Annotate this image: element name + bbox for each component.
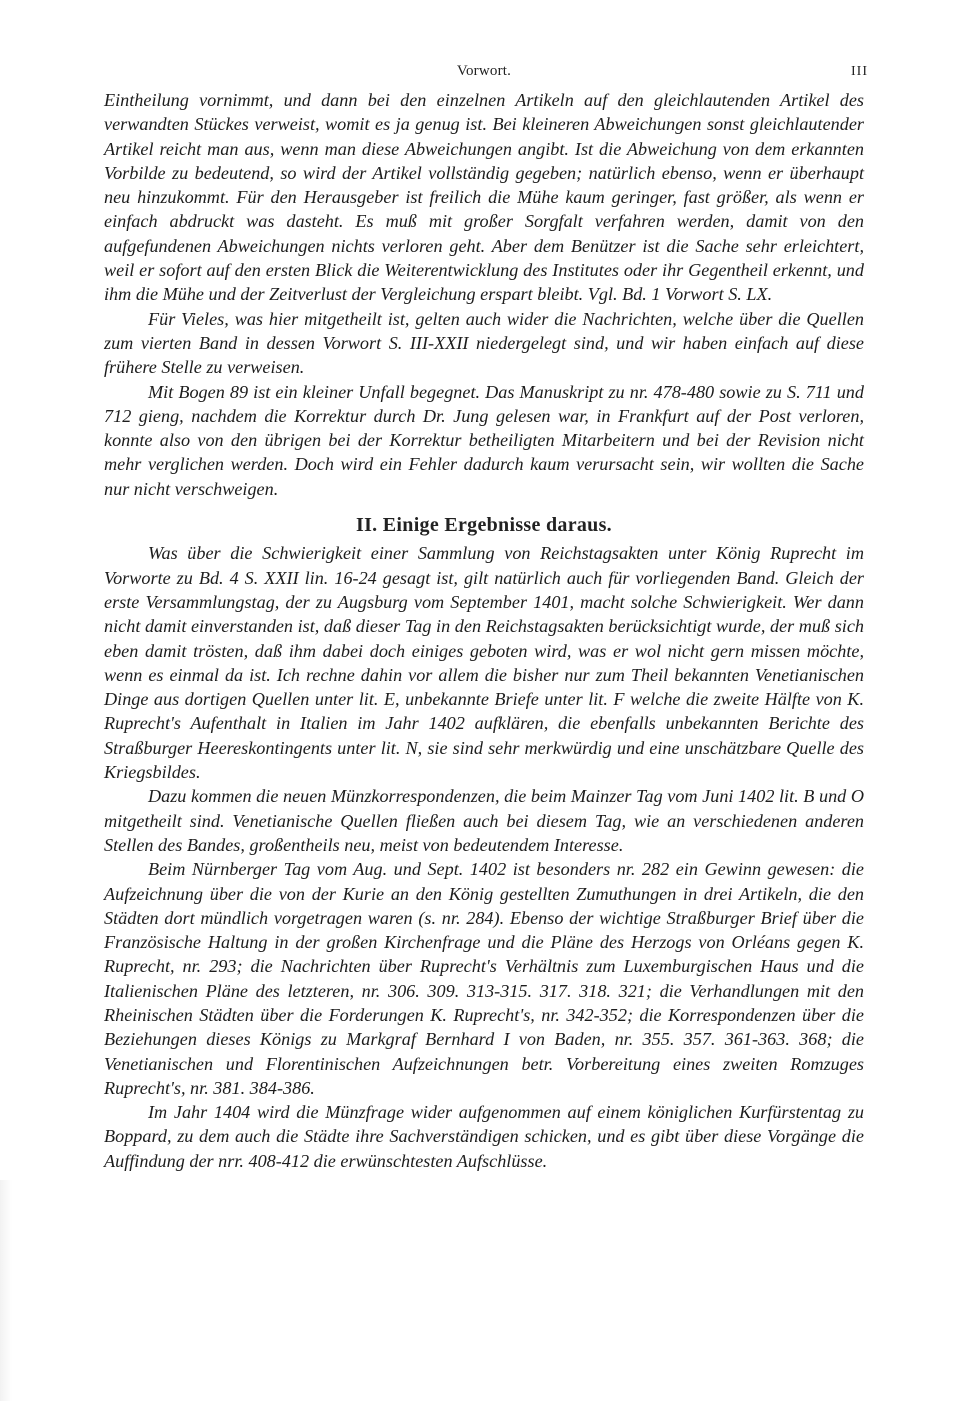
paragraph: Eintheilung vornimmt, und dann bei den einzelnen Artikeln auf den gleichlautenden Artikel des verwandten Stückes verweist, womit es ja genug ist. Bei kleineren Abweichungen sonst gleichlautender Artikel reicht man aus, wenn man diese Abweichungen angibt. Ist die Abweichung von dem erkannten Vorbilde zu bedeutend, so wird der Artikel vollständig gegeben; natürlich ebenso, wenn er überhaupt neu hinzukommt. Für den Herausgeber ist freilich die Mühe kaum geringer, fast größer, als wenn er einfach abdruckt was dasteht. Es muß mit großer Sorgfalt verfahren werden, damit von den aufgefundenen Abweichungen nichts verloren geht. Aber dem Benützer ist die Sache sehr erleichtert, weil er sofort auf den ersten Blick die Weiterentwicklung des Institutes oder ihr Gegentheil erkennt, und ihm die Mühe und der Zeitverlust der Vergleichung erspart bleibt. Vgl. Bd. 1 Vorwort S. LX. [104,90,864,305]
section-ergebnisse [104,541,864,1173]
paragraph: Mit Bogen 89 ist ein kleiner Unfall begegnet. Das Manuskript zu nr. 478-480 sowie zu S. 711 und 712 gieng, nachdem die Korrektur durch Dr. Jung gelesen war, in Frankfurt auf der Post verloren, konnte also von den übrigen bei der Korrektur betheiligten Mitarbeitern und bei der Revision nicht mehr verglichen werden. Doch wird ein Fehler dadurch kaum verursacht sein, wir wollten die Sache nur nicht verschweigen. [104,381,864,499]
paragraph: Im Jahr 1404 wird die Münzfrage wider aufgenommen auf einem königlichen Kurfürstentag zu Boppard, zu dem auch die Städte ihre Sachverständigen schicken, und es gibt über diese Vorgänge die Auffindung der nrr. 408-412 die erwünschtesten Aufschlüsse. [104,1102,864,1171]
page-edge-shadow [0,1180,12,1401]
body-text [104,88,864,1173]
paragraph: Für Vieles, was hier mitgetheilt ist, gelten auch wider die Nachrichten, welche über die Quellen zum vierten Band in dessen Vorwort S. III-XXII niedergelegt sind, und wir haben einfach auf diese frühere Stelle zu verweisen. [104,308,864,378]
paragraph: Was über die Schwierigkeit einer Sammlung von Reichstagsakten unter König Ruprecht im Vorworte zu Bd. 4 S. XXII lin. 16-24 gesagt ist, gilt natürlich auch für vorliegenden Band. Gleich der erste Versammlungstag, der zu Augsburg vom September 1401, macht solche Schwierigkeit. Wer dann nicht damit einverstanden ist, daß dieser Tag in den Reichstagsakten berücksichtigt wurde, der muß sich eben damit trösten, daß ihm dabei doch einiges geboten wird, was er wol nicht gern missen möchte, wenn es einmal da ist. Ich rechne dahin vor allem die bisher nur zum Theil bekannten Venetianischen Dinge aus dortigen Quellen unter lit. E, unbekannte Briefe unter lit. F welche die zweite Hälfte von K. Ruprecht's Aufenthalt in Italien im Jahr 1402 aufklären, die ebenfalls unbekannten Berichte des Straßburger Heereskontingents unter lit. N, sie sind sehr merkwürdig und eine unschätzbare Quelle des Kriegsbildes. [104,543,864,783]
running-title: Vorwort. [456,63,512,79]
section-heading: II. Einige Ergebnisse daraus. [356,514,612,537]
page-number: III [851,64,868,79]
section-vorwort-continued [104,88,864,501]
document-page [104,60,868,1360]
paragraph: Beim Nürnberger Tag vom Aug. und Sept. 1402 ist besonders nr. 282 ein Gewinn gewesen: die Aufzeichnung über die von der Kurie an den König gestellten Zumuthungen in drei Artikeln, die den Städten dort mündlich vorgetragen waren (s. nr. 284). Ebenso der wichtige Straßburger Brief über die Französische Haltung in der großen Kirchenfrage und die Pläne des Herzogs von Orléans gegen K. Ruprecht, nr. 293; die Nachrichten über Ruprecht's Verhältnis zum Luxemburgischen Haus und die Italienischen Pläne des letzteren, nr. 306. 309. 313-315. 317. 318. 321; die Verhandlungen mit den Rheinischen Städten über die Forderungen K. Ruprecht's, nr. 342-352; die Korrespondenzen über die Beziehungen dieses Königs zu Markgraf Bernhard I von Baden, nr. 355. 357. 361-363. 368; die Venetianischen und Florentinischen Aufzeichnungen betr. Vorbereitung eines zweiten Romzuges Ruprecht's, nr. 381. 384-386. [104,859,864,1098]
paragraph: Dazu kommen die neuen Münzkorrespondenzen, die beim Mainzer Tag vom Juni 1402 lit. B und O mitgetheilt sind. Venetianische Quellen fließen auch bei diesem Tag, wie an verschiedenen anderen Stellen des Bandes, großentheils neu, meist von bedeutendem Interesse. [104,786,864,855]
running-head [104,60,868,88]
